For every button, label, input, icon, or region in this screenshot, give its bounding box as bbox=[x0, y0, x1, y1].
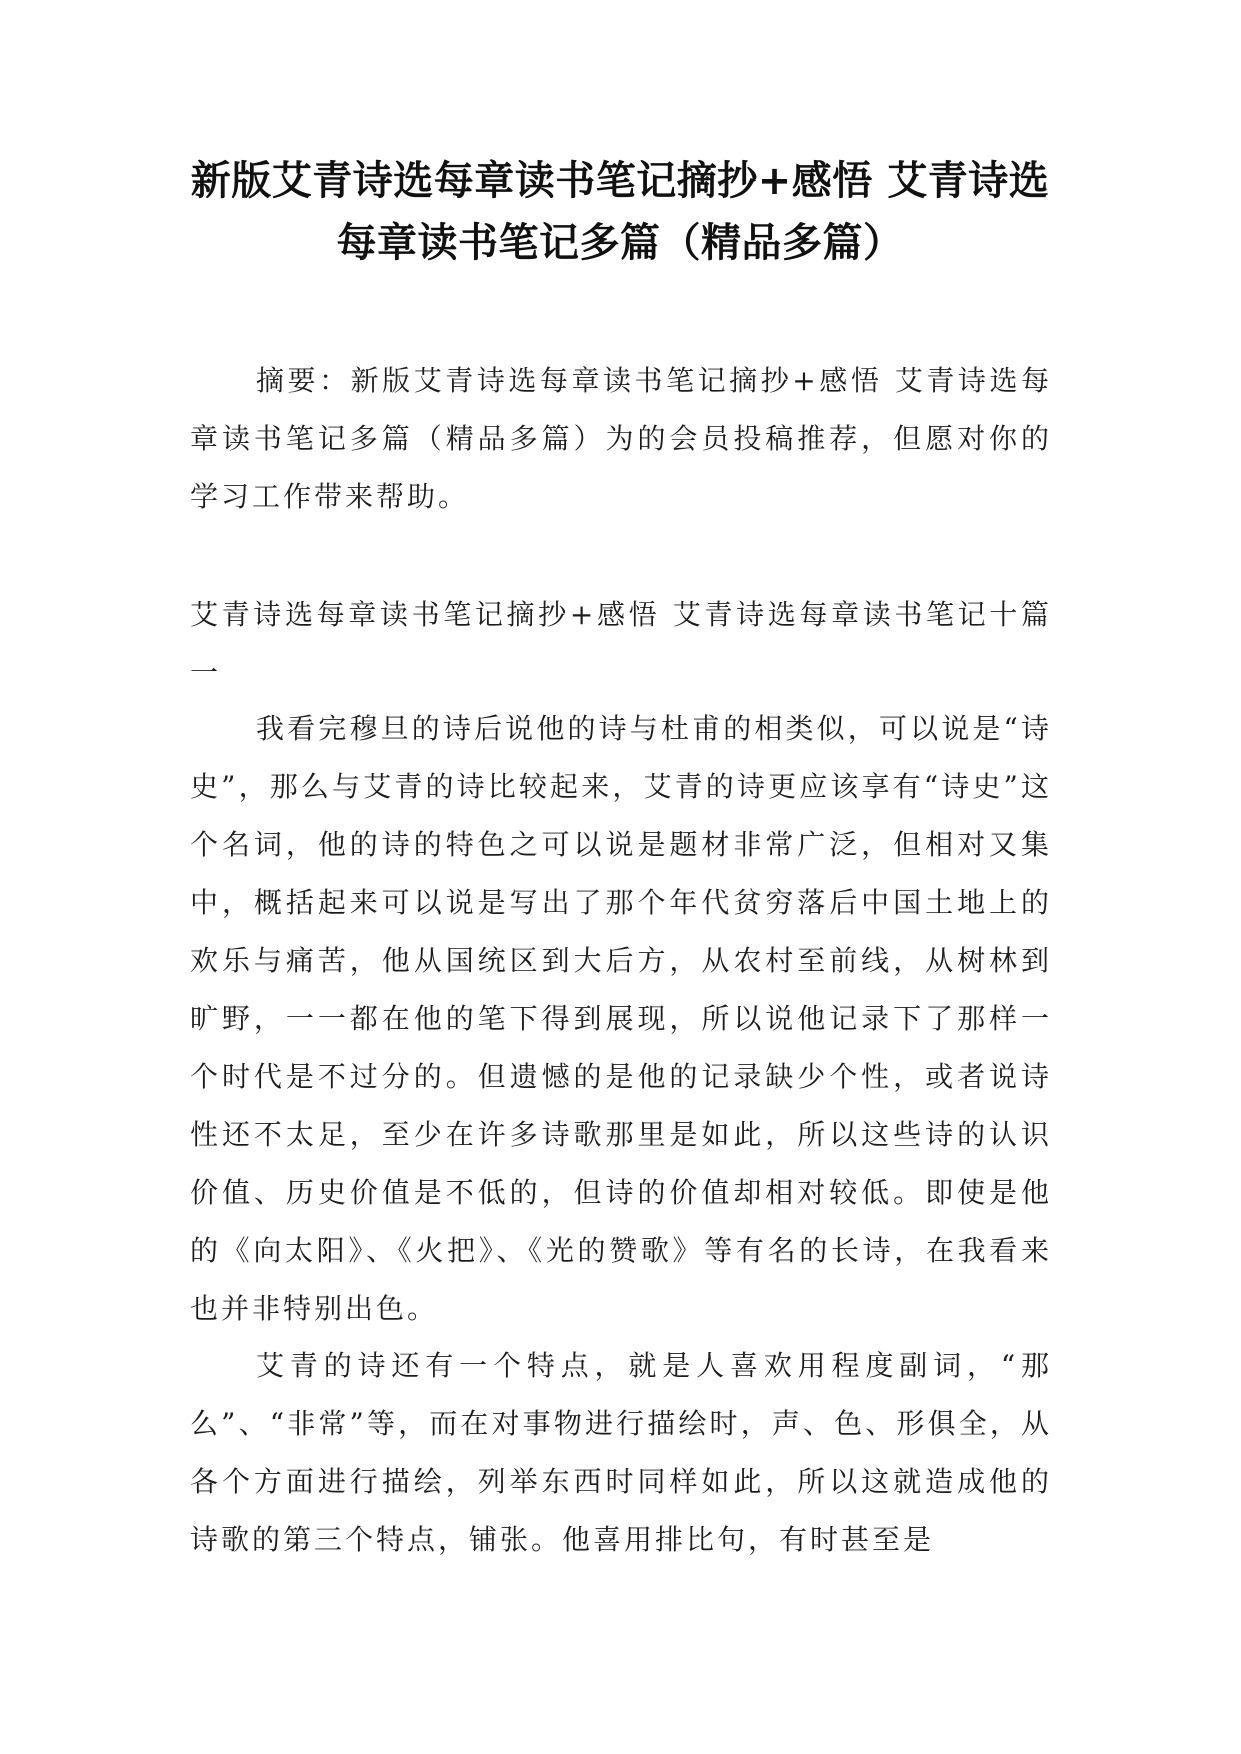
abstract-paragraph: 摘要：新版艾青诗选每章读书笔记摘抄+感悟 艾青诗选每章读书笔记多篇（精品多篇）为的会员投稿推荐，但愿对你的学习工作带来帮助。 bbox=[190, 364, 1052, 513]
document-title: 新版艾青诗选每章读书笔记摘抄+感悟 艾青诗选每章读书笔记多篇（精品多篇） bbox=[190, 158, 1050, 266]
body-paragraph-2: 艾青的诗还有一个特点，就是人喜欢用程度副词，“那么”、“非常”等，而在对事物进行描绘时，声、色、形俱全，从各个方面进行描绘，列举东西时同样如此，所以这就造成他的诗歌的第三个特点，铺张。他喜用排比句，有时甚至是 bbox=[190, 1349, 1052, 1556]
section-heading: 艾青诗选每章读书笔记摘抄+感悟 艾青诗选每章读书笔记十篇一 bbox=[190, 598, 1052, 689]
body-paragraph-1: 我看完穆旦的诗后说他的诗与杜甫的相类似，可以说是“诗史”，那么与艾青的诗比较起来，艾青的诗更应该享有“诗史”这个名词，他的诗的特色之可以说是题材非常广泛，但相对又集中，概括起来可以说是写出了那个年代贫穷落后中国土地上的欢乐与痛苦，他从国统区到大后方，从农村至前线，从树林到旷野，一一都在他的笔下得到展现，所以说他记录下了那样一个时代是不过分的。但遗憾的是他的记录缺少个性，或者说诗性还不太足，至少在许多诗歌那里是如此，所以这些诗的认识价值、历史价值是不低的，但诗的价值却相对较低。即使是他的《向太阳》、《火把》、《光的赞歌》等有名的长诗，在我看来也并非特别出色。 bbox=[190, 712, 1052, 1325]
